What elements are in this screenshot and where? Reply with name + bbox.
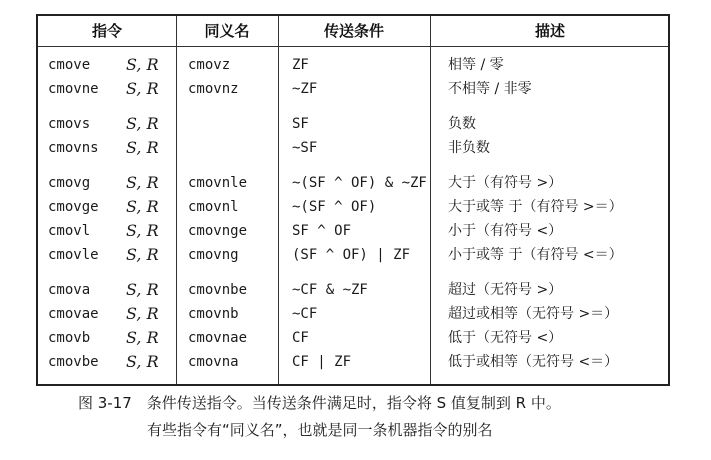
header-instruction: 指令 — [91, 22, 122, 40]
synonym-cell: cmovz — [188, 57, 231, 73]
description-cell: 小于或等 于（有符号 <＝） — [448, 247, 623, 263]
condition-cell: ~SF — [292, 140, 318, 156]
caption-line-1: 图 3-17 条件传送指令。当传送条件满足时，指令将 S 值复制到 R 中。 — [78, 394, 561, 412]
operands-cell: S, R — [126, 55, 159, 74]
description-cell: 负数 — [448, 116, 476, 132]
synonym-cell: cmovnb — [188, 306, 239, 322]
condition-cell: (SF ^ OF) | ZF — [292, 247, 411, 263]
synonym-cell: cmovnae — [188, 330, 248, 346]
operands-cell: S, R — [126, 79, 159, 98]
synonym-cell: cmovnge — [188, 223, 248, 239]
synonym-cell: cmovng — [188, 247, 239, 263]
condition-cell: CF — [292, 330, 309, 346]
synonym-cell: cmovnle — [188, 175, 248, 191]
instruction-cell: cmovb — [48, 330, 91, 346]
table-row — [38, 112, 668, 136]
table-row — [38, 136, 668, 160]
table-row — [38, 326, 668, 350]
synonym-cell: cmovna — [188, 354, 239, 370]
operands-cell: S, R — [126, 197, 159, 216]
operands-cell: S, R — [126, 328, 159, 347]
condition-cell: SF ^ OF — [292, 223, 352, 239]
operands-cell: S, R — [126, 221, 159, 240]
operands-cell: S, R — [126, 304, 159, 323]
instruction-cell: cmovle — [48, 247, 99, 263]
operands-cell: S, R — [126, 173, 159, 192]
description-cell: 超过或相等（无符号 >＝） — [448, 306, 619, 322]
description-cell: 非负数 — [448, 140, 490, 156]
instruction-cell: cmovge — [48, 199, 99, 215]
condition-cell: ~(SF ^ OF) — [292, 199, 377, 215]
table-row — [38, 53, 668, 77]
instruction-cell: cmovs — [48, 116, 91, 132]
description-cell: 相等 / 零 — [448, 57, 504, 73]
instruction-table — [36, 14, 670, 386]
table-row — [38, 302, 668, 326]
operands-cell: S, R — [126, 245, 159, 264]
condition-cell: ~CF — [292, 306, 318, 322]
table-row — [38, 219, 668, 243]
table-row — [38, 350, 668, 374]
description-cell: 超过（无符号 >） — [448, 282, 563, 298]
description-cell: 不相等 / 非零 — [448, 81, 532, 97]
condition-cell: ~(SF ^ OF) & ~ZF — [292, 175, 427, 191]
table-row — [38, 171, 668, 195]
table-row — [38, 278, 668, 302]
condition-cell: ZF — [292, 57, 309, 73]
operands-cell: S, R — [126, 138, 159, 157]
instruction-cell: cmovg — [48, 175, 91, 191]
condition-cell: ~ZF — [292, 81, 318, 97]
table-row — [38, 195, 668, 219]
operands-cell: S, R — [126, 280, 159, 299]
instruction-cell: cmovae — [48, 306, 99, 322]
condition-cell: CF | ZF — [292, 354, 352, 370]
condition-cell: ~CF & ~ZF — [292, 282, 368, 298]
table-row — [38, 77, 668, 101]
instruction-cell: cmovne — [48, 81, 99, 97]
synonym-cell: cmovnz — [188, 81, 239, 97]
instruction-cell: cmova — [48, 282, 91, 298]
description-cell: 小于（有符号 <） — [448, 223, 563, 239]
caption-line-2: 有些指令有“同义名”，也就是同一条机器指令的别名 — [147, 421, 493, 439]
instruction-cell: cmovl — [48, 223, 91, 239]
header-description: 描述 — [534, 22, 565, 40]
table-row — [38, 243, 668, 267]
operands-cell: S, R — [126, 114, 159, 133]
header-condition: 传送条件 — [323, 22, 384, 40]
synonym-cell: cmovnl — [188, 199, 239, 215]
condition-cell: SF — [292, 116, 309, 132]
operands-cell: S, R — [126, 352, 159, 371]
header-divider — [38, 46, 668, 47]
description-cell: 低于（无符号 <） — [448, 330, 563, 346]
description-cell: 低于或相等（无符号 <＝） — [448, 354, 619, 370]
header-synonym: 同义名 — [204, 22, 250, 40]
instruction-cell: cmovbe — [48, 354, 99, 370]
description-cell: 大于（有符号 >） — [448, 175, 563, 191]
description-cell: 大于或等 于（有符号 >＝） — [448, 199, 623, 215]
instruction-cell: cmovns — [48, 140, 99, 156]
synonym-cell: cmovnbe — [188, 282, 248, 298]
instruction-cell: cmove — [48, 57, 91, 73]
